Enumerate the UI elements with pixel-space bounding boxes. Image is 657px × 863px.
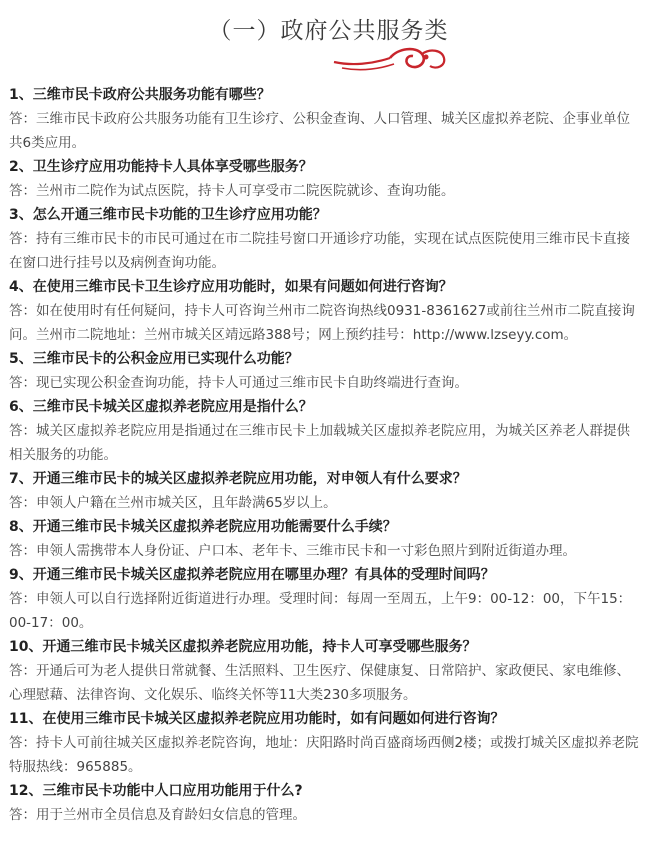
faq-answer: 答：用于兰州市全员信息及育龄妇女信息的管理。: [9, 807, 306, 823]
faq-question: 8、开通三维市民卡城关区虚拟养老院应用功能需要什么手续？: [9, 519, 397, 535]
faq-question: 10、开通三维市民卡城关区虚拟养老院应用功能，持卡人可享受哪些服务？: [9, 639, 477, 655]
faq-question: 12、三维市民卡功能中人口应用功能用于什么?: [9, 783, 303, 799]
faq-question: 4、在使用三维市民卡卫生诊疗应用功能时，如果有问题如何进行咨询？: [9, 279, 453, 295]
faq-question: 7、开通三维市民卡的城关区虚拟养老院应用功能，对申领人有什么要求？: [9, 471, 467, 487]
faq-list: [9, 83, 641, 827]
faq-answer: 答：现已实现公积金查询功能，持卡人可通过三维市民卡自助终端进行查询。: [9, 375, 468, 391]
faq-answer: 答：申领人需携带本人身份证、户口本、老年卡、三维市民卡和一寸彩色照片到附近街道办理。: [9, 543, 576, 559]
faq-question: 11、在使用三维市民卡城关区虚拟养老院应用功能时，如有问题如何进行咨询？: [9, 711, 505, 727]
faq-answer: 答：申领人户籍在兰州市城关区，且年龄满65岁以上。: [9, 495, 337, 511]
faq-answer: 答：兰州市二院作为试点医院，持卡人可享受市二院医院就诊、查询功能。: [9, 183, 455, 199]
section-header: [0, 0, 657, 82]
faq-answer: 答：开通后可为老人提供日常就餐、生活照料、卫生医疗、保健康复、日常陪护、家政便民、家电维修、心理慰藉、法律咨询、文化娱乐、临终关怀等11大类230多项服务。: [9, 663, 630, 703]
faq-question: 5、三维市民卡的公积金应用已实现什么功能？: [9, 351, 299, 367]
section-title: （一）政府公共服务类: [208, 18, 449, 44]
faq-answer: 答：持卡人可前往城关区虚拟养老院咨询，地址：庆阳路时尚百盛商场西侧2楼；或拨打城关区虚拟养老院特服热线：965885。: [9, 735, 639, 775]
faq-question: 3、怎么开通三维市民卡功能的卫生诊疗应用功能？: [9, 207, 327, 223]
faq-answer: 答：申领人可以自行选择附近街道进行办理。受理时间：每周一至周五，上午9：00-12：00，下午15：00-17：00。: [9, 591, 632, 631]
faq-answer: 答：城关区虚拟养老院应用是指通过在三维市民卡上加载城关区虚拟养老院应用，为城关区养老人群提供相关服务的功能。: [9, 423, 630, 463]
faq-answer: 答：持有三维市民卡的市民可通过在市二院挂号窗口开通诊疗功能，实现在试点医院使用三维市民卡直接在窗口进行挂号以及病例查询功能。: [9, 231, 630, 271]
faq-answer: 答：三维市民卡政府公共服务功能有卫生诊疗、公积金查询、人口管理、城关区虚拟养老院、企事业单位共6类应用。: [9, 111, 630, 151]
faq-question: 6、三维市民卡城关区虚拟养老院应用是指什么？: [9, 399, 313, 415]
faq-answer: 答：如在使用时有任何疑问，持卡人可咨询兰州市二院咨询热线0931-8361627或前往兰州市二院直接询问。兰州市二院地址：兰州市城关区靖远路388号；网上预约挂号：http://www.lzseyy.com。: [9, 303, 635, 343]
auspicious-cloud-ornament-icon: [332, 44, 450, 74]
faq-question: 9、开通三维市民卡城关区虚拟养老院应用在哪里办理？有具体的受理时间吗？: [9, 567, 495, 583]
faq-question: 2、卫生诊疗应用功能持卡人具体享受哪些服务？: [9, 159, 313, 175]
faq-question: 1、三维市民卡政府公共服务功能有哪些？: [9, 87, 271, 103]
